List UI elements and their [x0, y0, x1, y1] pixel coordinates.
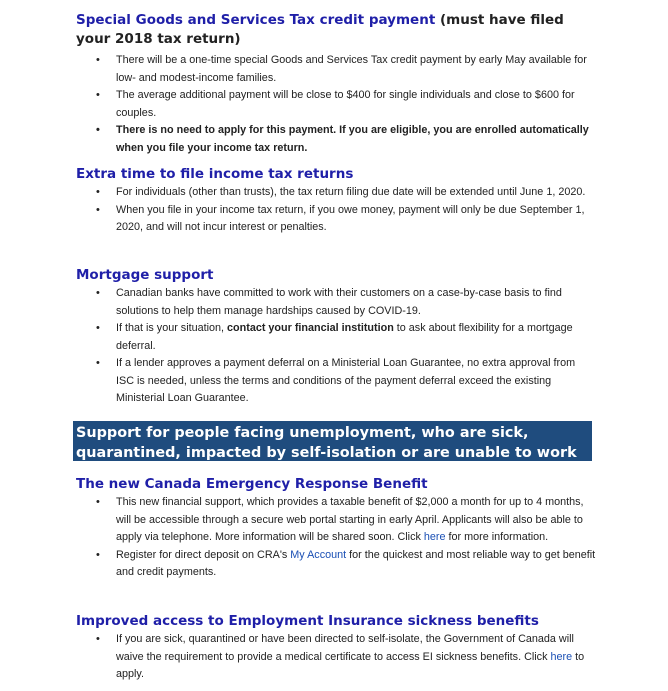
mortgage-heading: Mortgage support — [76, 267, 214, 283]
cerb-heading: The new Canada Emergency Response Benefit — [76, 476, 428, 492]
extra-time-list — [76, 184, 596, 237]
gst-credit-list — [76, 52, 596, 157]
cerb-text-after: for more information. — [445, 531, 549, 543]
ei-sickness-list — [76, 631, 596, 684]
gst-credit-section — [76, 11, 596, 157]
contact-text-after: to ask about flexibility for a mortgage deferral. — [116, 322, 573, 352]
ei-sickness-section — [76, 612, 596, 684]
cerb-more-info-link[interactable]: here — [423, 531, 446, 543]
list-item: • There is no need to apply for this payment. If you are eligible, you are enrolled automatically when you file your income tax return. — [76, 122, 596, 157]
direct-deposit-text: Register for direct deposit on CRA's — [116, 548, 291, 561]
list-item — [76, 320, 596, 355]
gst-credit-title: Special Goods and Services Tax credit payment — [76, 12, 436, 28]
list-item: • There will be a one-time special Goods and Services Tax credit payment by early May available for low- and modest-income families. — [76, 52, 596, 87]
list-item: • When you file in your income tax return, if you owe money, payment will only be due September 1, 2020, and will not incur interest or penalties. — [76, 202, 596, 237]
mortgage-list — [76, 285, 596, 408]
list-item: • For individuals (other than trusts), the tax return filing due date will be extended until June 1, 2020. — [76, 184, 596, 202]
contact-financial-institution: contact your financial institution — [227, 322, 394, 334]
cerb-section — [76, 475, 596, 582]
my-account-link[interactable]: My Account — [290, 548, 347, 561]
contact-text-before: If that is your situation, — [116, 322, 228, 334]
list-item — [76, 631, 596, 684]
list-item: • The average additional payment will be close to $400 for single individuals and close to $600 for couples. — [76, 87, 596, 122]
list-item — [76, 494, 596, 547]
unemployment-support-banner: Support for people facing unemployment, who are sick, quarantined, impacted by self-isolation or are unable to work — [73, 421, 592, 461]
gst-credit-title-suffix: (must have filed your 2018 tax return) — [76, 12, 564, 47]
list-item: • If a lender approves a payment deferral on a Ministerial Loan Guarantee, no extra approval from ISC is needed, unless the terms and conditions of the payment deferral exceed the existing Ministerial Loan Guarantee. — [76, 355, 596, 408]
mortgage-section — [76, 266, 596, 408]
ei-sickness-heading: Improved access to Employment Insurance sickness benefits — [76, 613, 539, 629]
list-item — [76, 547, 596, 582]
direct-deposit-text-after: for the quickest and most reliable way to get benefit and credit payments. — [116, 548, 596, 578]
ei-apply-link[interactable]: here — [550, 650, 573, 663]
ei-text: If you are sick, quarantined or have been directed to self-isolate, the Government of Canada will waive the requirement to provide a medical certificate to access EI sickness benefits. Click — [116, 633, 574, 663]
list-item: • Canadian banks have committed to work with their customers on a case-by-case basis to find solutions to help them manage hardships caused by COVID-19. — [76, 285, 596, 320]
extra-time-heading: Extra time to file income tax returns — [76, 166, 354, 182]
cerb-text: This new financial support, which provides a taxable benefit of $2,000 a month for up to 4 months, will be accessible through a secure web portal starting in early April. Applicants will also be able to apply via telephone. More information will be shared soon. Click — [116, 496, 584, 543]
gst-credit-heading — [76, 11, 596, 49]
extra-time-section — [76, 165, 596, 237]
cerb-list — [76, 494, 596, 582]
ei-text-after: to apply. — [116, 650, 585, 680]
